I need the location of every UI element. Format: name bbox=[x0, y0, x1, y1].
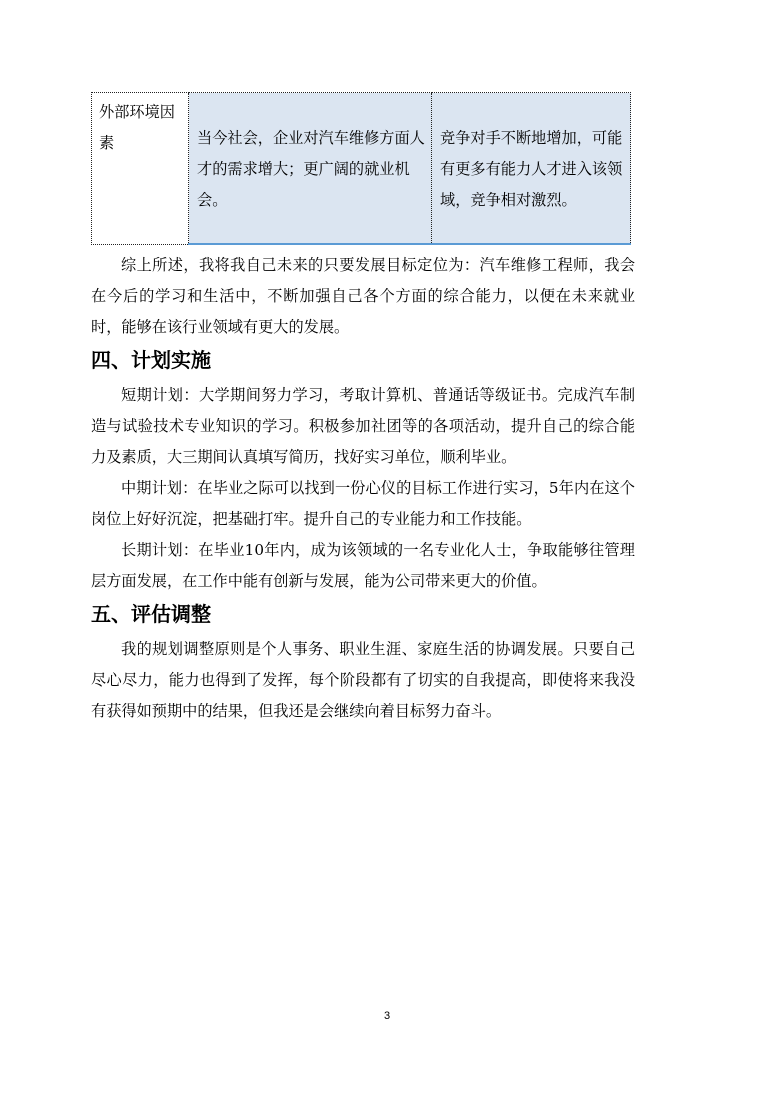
row-label: 外部环境因素 bbox=[99, 103, 175, 152]
short-term-plan: 短期计划：大学期间努力学习，考取计算机、普通话等级证书。完成汽车制造与试验技术专业知识的学习。积极参加社团等的各项活动，提升自己的综合能力及素质，大三期间认真填写简历，找好实习单位，顺利毕业。 bbox=[91, 386, 635, 466]
evaluation-paragraph: 我的规划调整原则是个人事务、职业生涯、家庭生活的协调发展。只要自己尽心尽力，能力也得到了发挥，每个阶段都有了切实的自我提高，即使将来我没有获得如预期中的结果，但我还是会继续向着目标努力奋斗。 bbox=[91, 640, 635, 720]
row-label-cell bbox=[92, 93, 189, 245]
swot-table bbox=[91, 92, 631, 245]
page-number: 3 bbox=[383, 1010, 391, 1022]
section4-heading: 四、计划实施 bbox=[91, 348, 211, 372]
opportunity-cell bbox=[189, 93, 432, 245]
section5-heading: 五、评估调整 bbox=[91, 602, 211, 626]
external-environment-table bbox=[91, 92, 631, 245]
mid-term-plan: 中期计划：在毕业之际可以找到一份心仪的目标工作进行实习，5年内在这个岗位上好好沉淀，把基础打牢。提升自己的专业能力和工作技能。 bbox=[91, 479, 635, 528]
threat-cell bbox=[432, 93, 631, 245]
table-row bbox=[92, 93, 631, 245]
long-term-plan: 长期计划：在毕业10年内，成为该领域的一名专业化人士，争取能够往管理层方面发展，在工作中能有创新与发展，能为公司带来更大的价值。 bbox=[91, 541, 635, 590]
opportunity-text: 当今社会，企业对汽车维修方面人才的需求增大；更广阔的就业机会。 bbox=[197, 129, 425, 209]
summary-paragraph: 综上所述，我将我自己未来的只要发展目标定位为：汽车维修工程师，我会在今后的学习和生活中，不断加强自己各个方面的综合能力，以便在未来就业时，能够在该行业领域有更大的发展。 bbox=[91, 256, 635, 336]
threat-text: 竞争对手不断地增加，可能有更多有能力人才进入该领域，竞争相对激烈。 bbox=[440, 129, 623, 209]
